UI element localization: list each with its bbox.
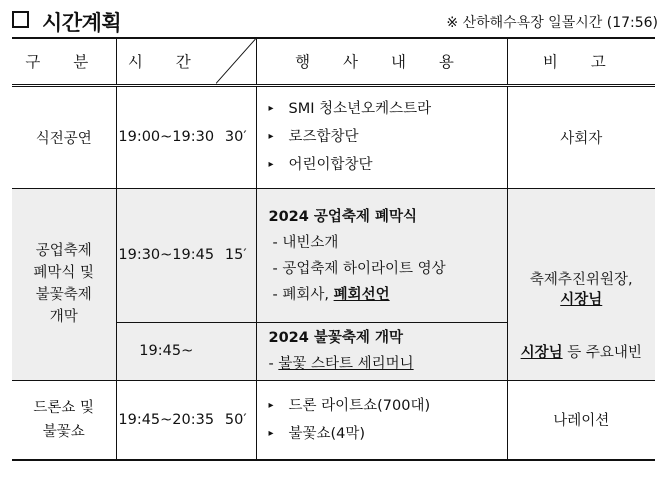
- row-content: [256, 85, 507, 188]
- bullet-icon: ▸: [268, 427, 274, 439]
- list-item: - 불꽃 스타트 세리머니: [268, 356, 414, 372]
- row-time: 19:30~19:45: [116, 188, 216, 322]
- row-time: 19:00~19:30: [116, 85, 216, 188]
- row-remarks: 나레이션: [507, 380, 655, 460]
- bullet-icon: ▸: [268, 131, 274, 142]
- list-item: - 폐회사, 폐회선언: [272, 287, 390, 303]
- table-header-row: [12, 38, 655, 85]
- row-category: 공업축제 폐막식 및 불꽃축제 개막: [12, 188, 116, 380]
- list-item: - 공업축제 하이라이트 영상: [272, 261, 446, 277]
- table-row: [12, 85, 655, 188]
- schedule-table: [12, 37, 655, 461]
- row-remarks: 축제추진위원장, 시장님: [507, 188, 655, 322]
- table-row: [12, 380, 655, 460]
- col-header-time: 시 간: [116, 38, 216, 85]
- row-duration: 15′: [216, 188, 256, 322]
- row-content: [256, 380, 507, 460]
- row-remarks: 사회자: [507, 85, 655, 188]
- col-header-remarks: 비 고: [507, 38, 655, 85]
- row-time: 19:45~20:35: [116, 380, 216, 460]
- event-heading: 2024 공업축제 폐막식: [268, 209, 418, 225]
- sunset-note: ※ 산하해수욕장 일몰시간 (17:56): [446, 15, 658, 31]
- row-remarks: 시장님 등 주요내빈: [507, 322, 655, 380]
- row-category: 식전공연: [12, 85, 116, 188]
- section-title: 시간계획: [42, 11, 122, 35]
- section-header: [10, 4, 660, 34]
- bullet-icon: ▸: [268, 103, 274, 114]
- col-header-category: 구 분: [12, 38, 116, 85]
- list-item: ▸ 불꽃쇼(4막): [269, 420, 507, 448]
- checkbox-icon: [12, 11, 29, 28]
- list-item: ▸ SMI 청소년오케스트라: [269, 95, 507, 123]
- row-time: 19:45~: [116, 322, 216, 380]
- col-header-content: 행 사 내 용: [256, 38, 507, 85]
- list-item: ▸ 드론 라이트쇼(700대): [269, 392, 507, 420]
- row-category: 드론쇼 및 불꽃쇼: [12, 380, 116, 460]
- closing-declaration: 폐회선언: [333, 287, 390, 303]
- list-item: ▸ 어린이합창단: [269, 151, 507, 179]
- event-heading: 2024 불꽃축제 개막: [268, 330, 403, 346]
- row-duration: 50′: [216, 380, 256, 460]
- bullet-icon: ▸: [268, 159, 274, 170]
- bullet-icon: ▸: [268, 399, 274, 411]
- row-duration: [216, 322, 256, 380]
- table-row: [12, 188, 655, 322]
- list-item: ▸ 로즈합창단: [269, 123, 507, 151]
- row-content: [256, 322, 507, 380]
- row-content: [256, 188, 507, 322]
- list-item: - 내빈소개: [272, 235, 339, 251]
- col-header-diagonal: [216, 38, 256, 85]
- row-duration: 30′: [216, 85, 256, 188]
